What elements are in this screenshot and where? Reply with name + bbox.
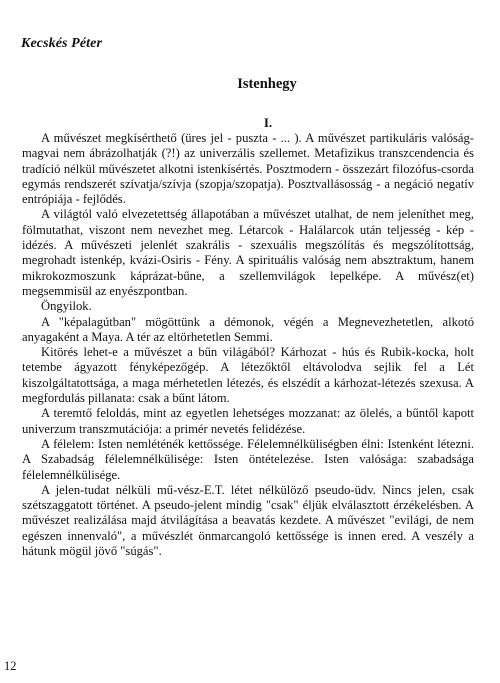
chapter-title: Istenhegy: [237, 76, 297, 92]
paragraph: A jelen-tudat nélküli mű-vész-E.T. létet nélkülöző pseudo-üdv. Nincs jelen, csak szétszaggatott történet. A pseudo-jelent mindig "csak" éljük elválasztott érzékelésben. A művészet realizálása majd átvilágítása a beavatás kezdete. A művészet "evilági, de nem egészen innenvaló", a művészlét önmarcangoló kettőssége is innen ered. A veszély a hátunk mögül jövő "súgás".: [22, 482, 474, 559]
paragraph: Öngyilok.: [41, 299, 92, 314]
paragraph: Kitörés lehet-e a művészet a bűn világából? Kárhozat - hús és Rubik-kocka, holt tetembe ágyazott fényképezőgép. A létezőktől eltávolodva sejlik fel a Lét kiszolgáltatottsága, a maga mérhetetlen létezés, és elszédít a kárhozat-létezés szexusa. A megfordulás pillanata: csak a bűnt látom.: [22, 345, 474, 406]
paragraph: A művészet megkísérthető (üres jel - puszta - ... ). A művészet partikuláris valóság-magvai nem ábrázolhatják (?!) az univerzális szellemet. Metafizikus transzcendencia és tradíció nélkül művészetet alkotni istenkísértés. Posztmodern - összezárt filozófus-csorda egymás rendszerét szívatja/szívja (szopja/szopatja). Posztvallásosság - a negáció negatív entrópiája - fejlődés.: [22, 131, 474, 207]
body-text: [22, 131, 474, 559]
paragraph: A teremtő feloldás, mint az egyetlen lehetséges mozzanat: az ölelés, a bűntől kapott univerzum transzmutációja: a primér nevetés felidézése.: [22, 406, 474, 436]
paragraph: A félelem: Isten nemléténék kettőssége. Félelemnélküliségben élni: Istenként létezni. A Szabadság félelemnélkülisége: Isten öntételezése. Isten valósága: szabadsága félelemnélkülisége.: [22, 436, 474, 482]
section-number: I.: [263, 115, 273, 130]
paragraph: A "képalagútban" mögöttünk a démonok, végén a Megnevezhetetlen, alkotó anyagaként a Maya. A tér az eltörhetetlen Semmi.: [22, 314, 474, 344]
page-number: 12: [4, 659, 17, 673]
paragraph: A világtól való elvezetettség állapotában a művészet utalhat, de nem jeleníthet meg, fölmutathat, viszont nem nevezhet meg. Létarcok - Halálarcok után teljesség - kép - idézés. A művészeti jelenlét szakrális - szexuális megszólítás és megszólítottság, megrohadt istenkép, kvázi-Osiris - Fény. A spirituális valóság nem absztraktum, hanem mikrokozmoszunk káprázat-bűne, a szellemvilágok lepelképe. A művész(et) megsemmisül az enyészpontban.: [22, 207, 474, 298]
author-name: Kecskés Péter: [21, 36, 102, 51]
